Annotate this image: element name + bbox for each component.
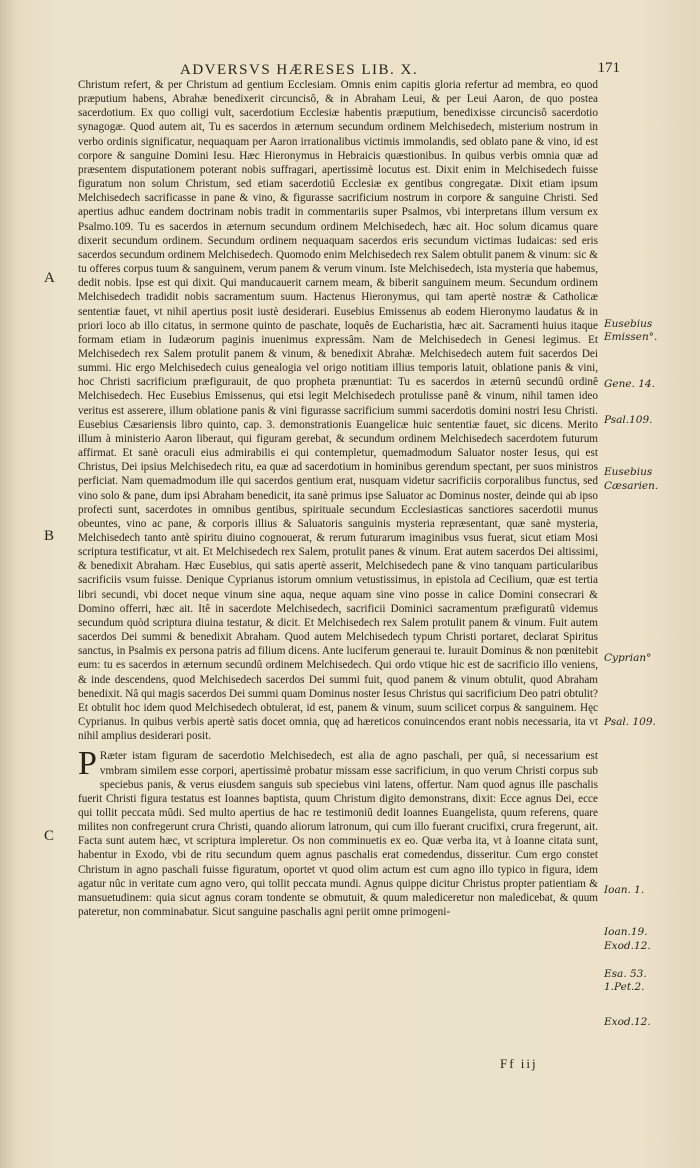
section-mark-b: B [44,528,55,544]
signature-mark: Ff iij [500,1056,538,1071]
note-eusebius-emissen-2: Emissen°. [604,331,658,343]
drop-cap: P [78,745,97,783]
paragraph-1: Christum refert, & per Christum ad gentium Ecclesiam. Omnis enim capitis gloria refertur ad membra, eo quod præputium habens, Abrahæ benedixerit circuncisô, & in Abraham Leui, & per Leui Aaron, de quo postea sacerdotium. Ex quo colligi vult, sacerdotium Ecclesiæ habentis præputium, benedixisse circuncisô sacerdotio synagogæ. Quod autem ait, Tu es sacerdos in æternum secundum ordinem Melchisedech, misterium nostrum in verbo ordinis significatur, nequaquam per Aaron irrationalibus victimis immolandis, sed oblato pane & vino, id est corpore & sanguine Domini Iesu. Hæc Hieronymus in Hebraicis quæstionibus. In quibus verbis omnia quæ ad præsentem disputationem poterant nobis suffragari, apertissimè locutus est. Dixit enim in Melchisedech fuisse figuratum non solum Christum, sed etiam sacerdotiû Ecclesiæ ex gentibus congregatæ. Dixit etiam ipsum Melchisedech sacrificasse in pane & vino, & figurasse sacrificium nostrum in corpore & sanguine Christi. Sed apertius adhuc eandem doctrinam nobis tradit in commentariis super Psalmos, vbi interpretans illum versum ex Psalmo.109. Tu es sacerdos in æternum secundum ordinem Melchisedech, hæc ait. Hoc solum dicamus quare dixerit secundum ordinem. Secundum ordinem nequaquam sacerdos eris secundum victimas Iudaicas: sed eris sacerdos secundum ordinem Melchisedech. Quomodo enim Melchisedech rex Salem obtulit panem & vinum: sic & tu offeres corpus tuum & sanguinem, verum panem & verum vinum. Iste Melchisedech, ista mysteria que habemus, dedit nobis. Ipse est qui dixit. Qui manducauerit carnem meam, & biberit sanguinem meum. Secundum ordinem Melchisedech tradidit nobis sacramentum suum. Hactenus Hieronymus, qui tam apertè nostræ & Catholicæ sententiæ fauet, vt nihil apertius posit iustè desiderari. Eusebius Emissenus ab eodem Hieronymo laudatus & in priori loco ab illo citatus, in sermone quinto de paschate, loquês de Eucharistia, hæc ait. Sacramenti huius itaque formam etiam in Iudæorum paginis inuenimus expressâm. Nam de Melchisedech in Genesi legimus. Et Melchisedech rex Salem protulit panem & vinum, & benedixit Abrahæ. Melchisedech autem fuit sacerdos Dei summi. Hic ergo Melchisedech cuius genealogia vel origo notitiam illius temporis latuit, oblatione panis & vini, hoc Christi sacrificium præfigurauit, de quo propheta prænuntiat: Tu es sacerdos in æternû secundû ordinê Melchisedech. Hec Eusebius Emissenus, qui etsi legit Melchisedech protulisse panê & vinum, nihil tamen ideo veritus est asserere, illum oblatione panis & vini figurasse sacrificium summi sacerdotis domini nostri Iesu Christi. Eusebius Cæsariensis libro quinto, cap. 3. demonstrationis Euangelicæ huic sententiæ fauet, sic dicens. Merito illum à ministerio Aaron liberaut, qui figuram gerebat, & secundum ordinem Melchisedech sacerdotem futurum affirmat. Et sanè oraculi eius admirabilis ei qui contempletur, quemadmodum Saluator noster Iesus, qui est Christus, Dei ipsius Melchisedech ritu, ea quæ ad sacerdotium in hominibus gerendum spectant, per suos ministros perficiat. Nam quemadmodum ille qui sacerdos gentium erat, nusquam videtur sacrificiis corporalibus functus, sed vino solo & pane, dum ipsi Abraham benedicit, ita sanè primus ipse Saluator ac Dominus noster, deinde qui ab ipso profecti sunt, sacerdotes in omnibus gentibus, spirituale secundum Ecclesiasticas sanctiores sacerdotii munus obeuntes, vino ac pane, & corporis illius & Saluatoris sanguinis mysteria repræsentant, quæ sanè mysteria, Melchisedech tanto antè spiritu diuino cognouerat, & rerum futurarum imaginibus vsus fuerat, sicut etiam Mosi scriptura testificatur, vt ait. Et Melchisedech rex Salem, protulit panes & vinum. Erat autem sacerdos Dei altissimi, & benedixit Abraham. Hæc Eusebius, qui satis apertè asserit, Melchisedech pane & vino tanquam particularibus sacrificiis vsum fuisse. Denique Cyprianus istorum omnium vetustissimus, in epistola ad Cecilium, quæ est tertia libri secundi, vbi docet neque vinum sine aqua, neque aquam sine vino posse in calice Domini consecrari & Domino offerri, hæc ait. Itê in sacerdote Melchisedech, sacrificii Dominici sacramentum præfiguratû videmus secundum quòd scriptura diuina testatur, & dicit. Et Melchisedech rex Salem protulit panem & vinum. Fuit autem sacerdos Dei summi & benedixit Abraham. Quod autem Melchisedech typum Christi portaret, declarat Spiritus sanctus, in Psalmis ex persona patris ad filium dicens. Ante luciferum generaui te. Iurauit Dominus & non pœnitebit eum: tu es sacerdos in æternum secundû ordinem Melchisedech. Qui ordo vtique hic est de sacrificio illo veniens, & inde descendens, quod Melchisedech sacerdos Dei summi fuit, quod panem & vinum obtulit, quod Abraham benedixit. Nâ qui magis sacerdos Dei summi quam Dominus noster Iesus Christus qui sacrificium Deo patri obtulit? Et obtulit hoc idem quod Melchisedech obtulerat, id est, panem & vinum, suum scilicet corpus & sanguinem. Hęc Cyprianus. In quibus verbis apertè satis docet omnia, quę ad hæreticos conuincendos erant nobis necessaria, ita vt nihil amplius desiderari posit. [78,79,598,743]
note-psalm-109-b: Psal. 109. [604,716,656,728]
main-text [78,78,598,919]
paragraph-2-text: Ræter istam figuram de sacerdotio Melchisedech, est alia de agno paschali, per quâ, si necessarium est vmbram similem esse corpori, apertissimè probatur missam esse sacrificium, in quo verum Christi corpus sub speciebus panis, & verus eiusdem sanguis sub speciebus vini latens, offertur. Nam quod agnus ille paschalis fuerit Christi figura testatus est Ioannes baptista, quum Christum digito demonstrans, dixit: Ecce agnus Dei, ecce qui tollit peccata mûdi. Sed multo apertius de hac re testimoniû dedit Ioannes Euangelista, quum referens, quare milites non confregerunt crura Christi, quando aliorum latronum, qui cum illo fuerant crucifixi, crura fregerunt, ait. Facta sunt autem hæc, vt scriptura impleretur. Os non comminuetis ex eo. Quæ verba ita, vt à Ioanne citata sunt, habentur in Exodo, vbi de ritu secundum quem agnus paschalis erat comedendus, disseritur. Cum ergo constet Christum in agno paschali fuisse figuratum, oportet vt quod olim actum est cum agno illo typico in figura, idem agatur nûc in veritate cum agno vero, qui tollit peccata mundi. Agnus quippe dicitur Christus propter patientiam & mansuetudinem: quia sicut agnus coram tondente se obmutuit, & quum malediceretur non maledicebat, & quum pateretur, non comminabatur. Sicut sanguine paschalis agni periit omne primogeni- [78,750,598,919]
note-ioan-19: Ioan.19. [604,926,648,938]
paragraph-2 [78,745,598,919]
section-mark-c: C [44,828,55,844]
note-ioan-1: Ioan. 1. [604,884,645,896]
note-1-petr-2: 1.Pet.2. [604,981,645,993]
note-eusebius-caesar-2: Cæsarien. [604,480,659,492]
note-cyprian: Cyprian° [604,652,652,664]
note-eusebius-caesar-1: Eusebius [604,466,653,478]
note-exod-12a: Exod.12. [604,940,651,952]
note-psalm-109-a: Psal.109. [604,414,653,426]
note-eusebius-emissen-1: Eusebius [604,318,653,330]
section-mark-a: A [44,270,55,286]
note-exod-12b: Exod.12. [604,1016,651,1028]
note-esa-53: Esa. 53. [604,968,647,980]
note-genesis: Gene. 14. [604,378,655,390]
running-head: ADVERSVS HÆRESES LIB. X. [180,62,419,78]
page-number: 171 [597,60,620,76]
